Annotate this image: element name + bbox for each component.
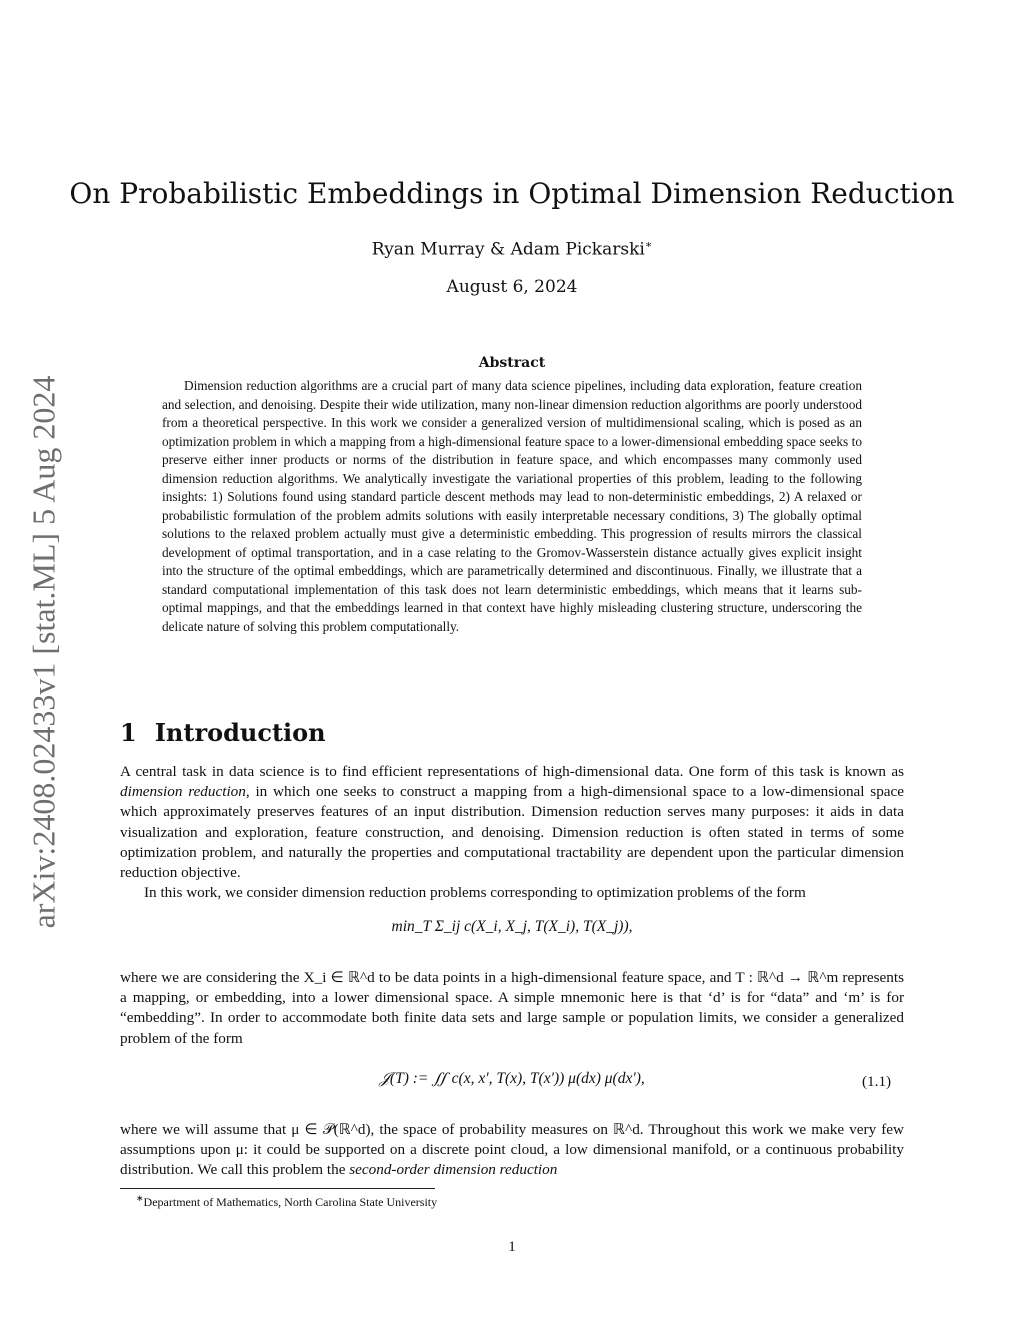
intro-paragraph-4-block — [120, 1120, 904, 1181]
intro-paragraph-4 — [120, 1120, 904, 1181]
intro-paragraph-3: where we are considering the X_i ∈ ℝ^d to be data points in a high-dimensional feature space, and T : ℝ^d → ℝ^m represents a mapping, or embedding, into a lower dimensional space. A simple mnemonic here is that ‘d’ is for “data” and ‘m’ is for “embedding”. In order to accommodate both finite data sets and large sample or population limits, we consider a generalized problem of the form — [120, 969, 904, 1047]
abstract-heading: Abstract — [478, 355, 546, 371]
authors-names: Ryan Murray & Adam Pickarski — [371, 239, 645, 260]
section-title: Introduction — [154, 718, 326, 747]
section-number: 1 — [120, 718, 137, 747]
intro-p4-text: where we will assume that μ ∈ 𝒫(ℝ^d), the space of probability measures on ℝ^d. Throughout this work we make very few assumptions upon μ: it could be supported on a discrete point cloud, a low dimensional manifold, or a continuous probability distribution. We call this problem the — [120, 1121, 904, 1179]
equation-1-1: 𝒥(T) := ∬ c(x, x′, T(x), T(x′)) μ(dx) μ(dx′), — [379, 1070, 645, 1087]
abstract-body: Dimension reduction algorithms are a crucial part of many data science pipelines, including data exploration, feature creation and selection, and denoising. Despite their wide utilization, many non-linear dimension reduction algorithms are poorly understood from a theoretical perspective. In this work we consider a generalized version of multidimensional scaling, which is posed as an optimization problem in which a mapping from a high-dimensional feature space to a lower-dimensional embedding space seeks to preserve either inner products or norms of the distribution in feature space, and which encompasses many commonly used dimension reduction algorithms. We analytically investigate the variational properties of this problem, leading to the following insights: 1) Solutions found using standard particle descent methods may lead to non-deterministic embeddings, 2) A relaxed or probabilistic formulation of the problem admits solutions with easily interpretable necessary conditions, 3) The globally optimal solutions to the relaxed problem actually must give a deterministic embedding. This progression of results mirrors the classical development of optimal transportation, and in a case relating to the Gromov-Wasserstein distance actually gives explicit insight into the structure of the optimal embeddings, which are parametrically determined and discontinuous. Finally, we illustrate that a standard computational implementation of this task does not learn deterministic embeddings, which means that it learns sub-optimal mappings, and that the embeddings learned in that context have highly misleading clustering structure, underscoring the delicate nature of solving this problem computationally. — [162, 378, 862, 634]
footnote-mark: ∗ — [136, 1193, 144, 1203]
intro-paragraph-3-block — [120, 968, 904, 1049]
paper-date: August 6, 2024 — [446, 277, 578, 297]
intro-p1-text-a: A central task in data science is to find efficient representations of high-dimensional data. One form of this task is known as — [120, 763, 904, 780]
intro-paragraphs — [120, 762, 904, 903]
footnote — [136, 1193, 437, 1210]
equation-min-sum: min_T Σ_ij c(X_i, X_j, T(X_i), T(X_j)), — [391, 918, 633, 935]
footnote-rule — [120, 1188, 435, 1189]
arxiv-identifier: arXiv:2408.02433v1 [stat.ML] 5 Aug 2024 — [25, 375, 62, 929]
intro-p1-emphasis: dimension reduction — [120, 783, 246, 801]
intro-paragraph-1 — [120, 762, 904, 883]
section-heading — [120, 718, 326, 747]
author-footnote-mark: ∗ — [644, 238, 653, 251]
intro-p4-emphasis: second-order dimension reduction — [349, 1161, 558, 1179]
page-number: 1 — [508, 1239, 516, 1255]
equation-number: (1.1) — [862, 1073, 892, 1090]
intro-p1-text-b: , in which one seeks to construct a mapping from a high-dimensional space to a low-dimensional space which approximately preserves features of an input distribution. Dimension reduction serves many purposes: it aids in data visualization and exploration, feature construction, and denoising. Dimension reduction is often stated in terms of some optimization problem, and naturally the properties and computational tractability are dependent upon the particular dimension reduction objective. — [120, 783, 905, 882]
author-line — [0, 238, 1024, 260]
intro-paragraph-2: In this work, we consider dimension reduction problems corresponding to optimization problems of the form — [144, 884, 806, 902]
footnote-text: Department of Mathematics, North Carolina State University — [143, 1195, 438, 1209]
paper-title: On Probabilistic Embeddings in Optimal Dimension Reduction — [69, 177, 955, 210]
